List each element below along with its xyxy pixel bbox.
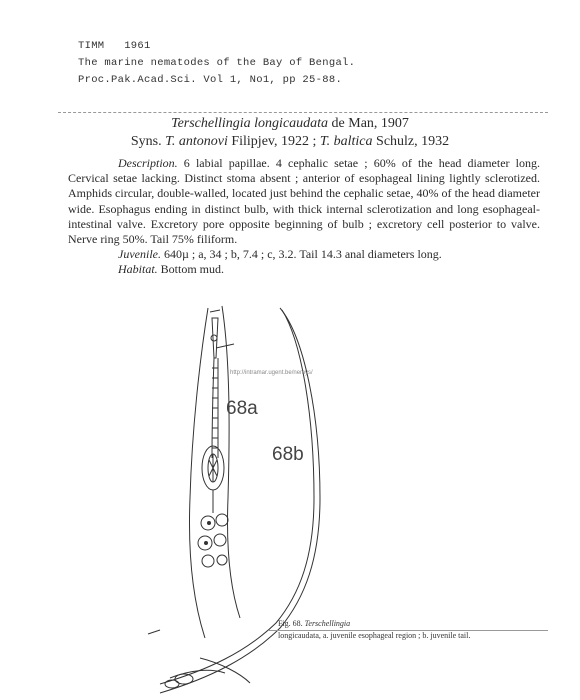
description-label: Description. [118, 156, 178, 170]
habitat-paragraph [68, 262, 540, 277]
juvenile-text: 640µ ; a, 34 ; b, 7.4 ; c, 3.2. Tail 14.3 anal diameters long. [160, 247, 442, 262]
synonym-1-name: T. antonovi [165, 134, 228, 149]
citation-block [78, 38, 355, 89]
synonyms-prefix: Syns. [130, 134, 166, 149]
species-authority: de Man, 1907 [328, 116, 409, 131]
synonym-1-authority: Filipjev, 1922 ; [227, 134, 320, 149]
figure-label-68a: 68a [226, 398, 258, 419]
citation-line-1: TIMM 1961 [78, 40, 151, 52]
citation-line-3: Proc.Pak.Acad.Sci. Vol 1, No1, pp 25-88. [78, 74, 343, 86]
citation-line-2: The marine nematodes of the Bay of Bengal. [78, 57, 356, 69]
esophageal-region-drawing [190, 306, 240, 638]
species-name: Terschellingia longicaudata [171, 116, 329, 131]
juvenile-paragraph [68, 247, 540, 262]
habitat-label: Habitat. [118, 262, 158, 277]
figure-label-68b: 68b [272, 444, 304, 465]
juvenile-label: Juvenile. [118, 247, 161, 262]
synonym-2-authority: Schulz, 1932 [372, 134, 450, 149]
figure-caption-line-1 [278, 619, 350, 629]
separator-rule [58, 112, 548, 113]
figure-caption-line-2: longicaudata, a. juvenile esophageal region ; b. juvenile tail. [278, 631, 471, 640]
synonyms-line [0, 133, 580, 151]
description-text: 6 labial papillae. 4 cephalic setae ; 60% of the head diameter long. Cervical setae lacking. Distinct stoma absent ; anterior of esophageal lining lightly sclerotized. Amphids circular, double-walled, located just behind the cephalic setae, 40% of the head diameter wide. Esophagus ending in distinct bulb, with thick internal sclerotization and long esophageal-intestinal valve. Excretory pore opposite beginning of bulb ; excretory cell posterior to valve. Nerve ring 50%. Tail 75% filiform. [68, 156, 540, 247]
caption-prefix: Fig. 68. [278, 619, 305, 628]
habitat-text: Bottom mud. [157, 262, 225, 277]
species-heading [0, 115, 580, 133]
description-paragraph [68, 156, 540, 247]
caption-genus: Terschellingia [304, 619, 351, 628]
description-body [68, 156, 540, 278]
watermark-url: http://intramar.ugent.be/nemys/ [230, 370, 313, 376]
synonym-2-name: T. baltica [319, 134, 373, 149]
